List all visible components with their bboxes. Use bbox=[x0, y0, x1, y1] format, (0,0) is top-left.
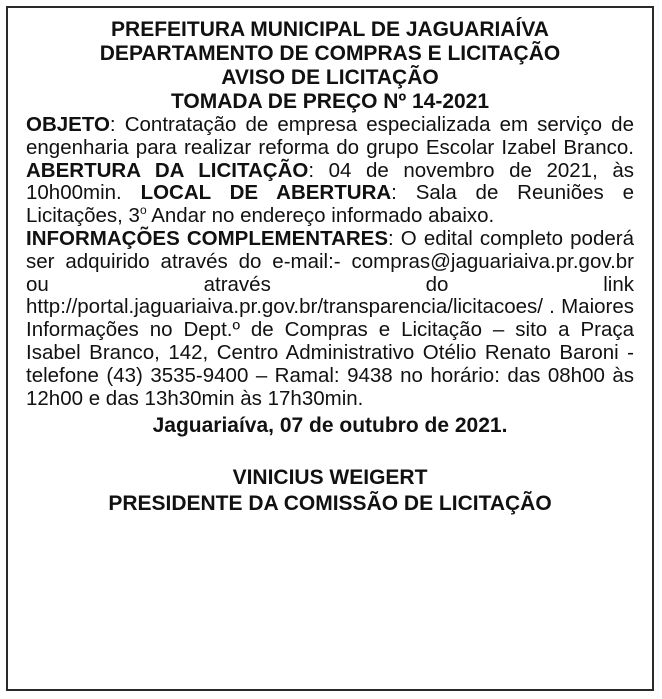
objeto-text: : Contratação de empresa especializada em serviço de engenharia para realizar reforma do grupo Escolar Izabel Branco. bbox=[26, 113, 634, 159]
notice-body-main bbox=[26, 114, 634, 228]
abertura-label: ABERTURA DA LICITAÇÃO bbox=[26, 158, 309, 182]
abertura-text: : 04 de novembro de 2021, às 10h00min. bbox=[26, 158, 635, 205]
info-text: : O edital completo poderá ser adquirido através do e-mail:- compras@jaguariaiva.pr.gov.br ou através do link http://portal.jaguariaiva.pr.gov.br/transparencia/licitacoes/ . Maiores Informações no Dept.º de Compras e Licitação – sito a Praça Isabel Branco, 142, Centro Administrativo Otélio Renato Baroni - telefone (43) 3535-9400 – Ramal: 9438 no horário: das 08h00 às 12h00 e das 13h30min às 17h30min. bbox=[26, 226, 634, 410]
local-text-b: Andar no endereço informado abaixo. bbox=[146, 204, 495, 228]
notice-box bbox=[6, 6, 654, 691]
objeto-label: OBJETO bbox=[26, 113, 110, 136]
department-title: DEPARTAMENTO DE COMPRAS E LICITAÇÃO bbox=[99, 42, 561, 65]
signer-title: PRESIDENTE DA COMISSÃO DE LICITAÇÃO bbox=[108, 492, 552, 516]
local-text-a: : Sala de Reuniões e Licitações, 3 bbox=[26, 181, 634, 228]
local-ordinal: o bbox=[139, 203, 147, 218]
municipality-title: PREFEITURA MUNICIPAL DE JAGUARIAÍVA bbox=[111, 18, 549, 41]
notice-title: AVISO DE LICITAÇÃO bbox=[221, 66, 439, 89]
signer-name: VINICIUS WEIGERT bbox=[232, 466, 428, 490]
info-label: INFORMAÇÕES COMPLEMENTARES bbox=[26, 226, 389, 250]
process-number: TOMADA DE PREÇO Nº 14-2021 bbox=[170, 90, 490, 113]
date-line: Jaguariaíva, 07 de outubro de 2021. bbox=[152, 414, 508, 438]
notice-body-info bbox=[26, 228, 634, 410]
local-label: LOCAL DE ABERTURA bbox=[140, 181, 392, 205]
signature-block bbox=[26, 465, 634, 517]
